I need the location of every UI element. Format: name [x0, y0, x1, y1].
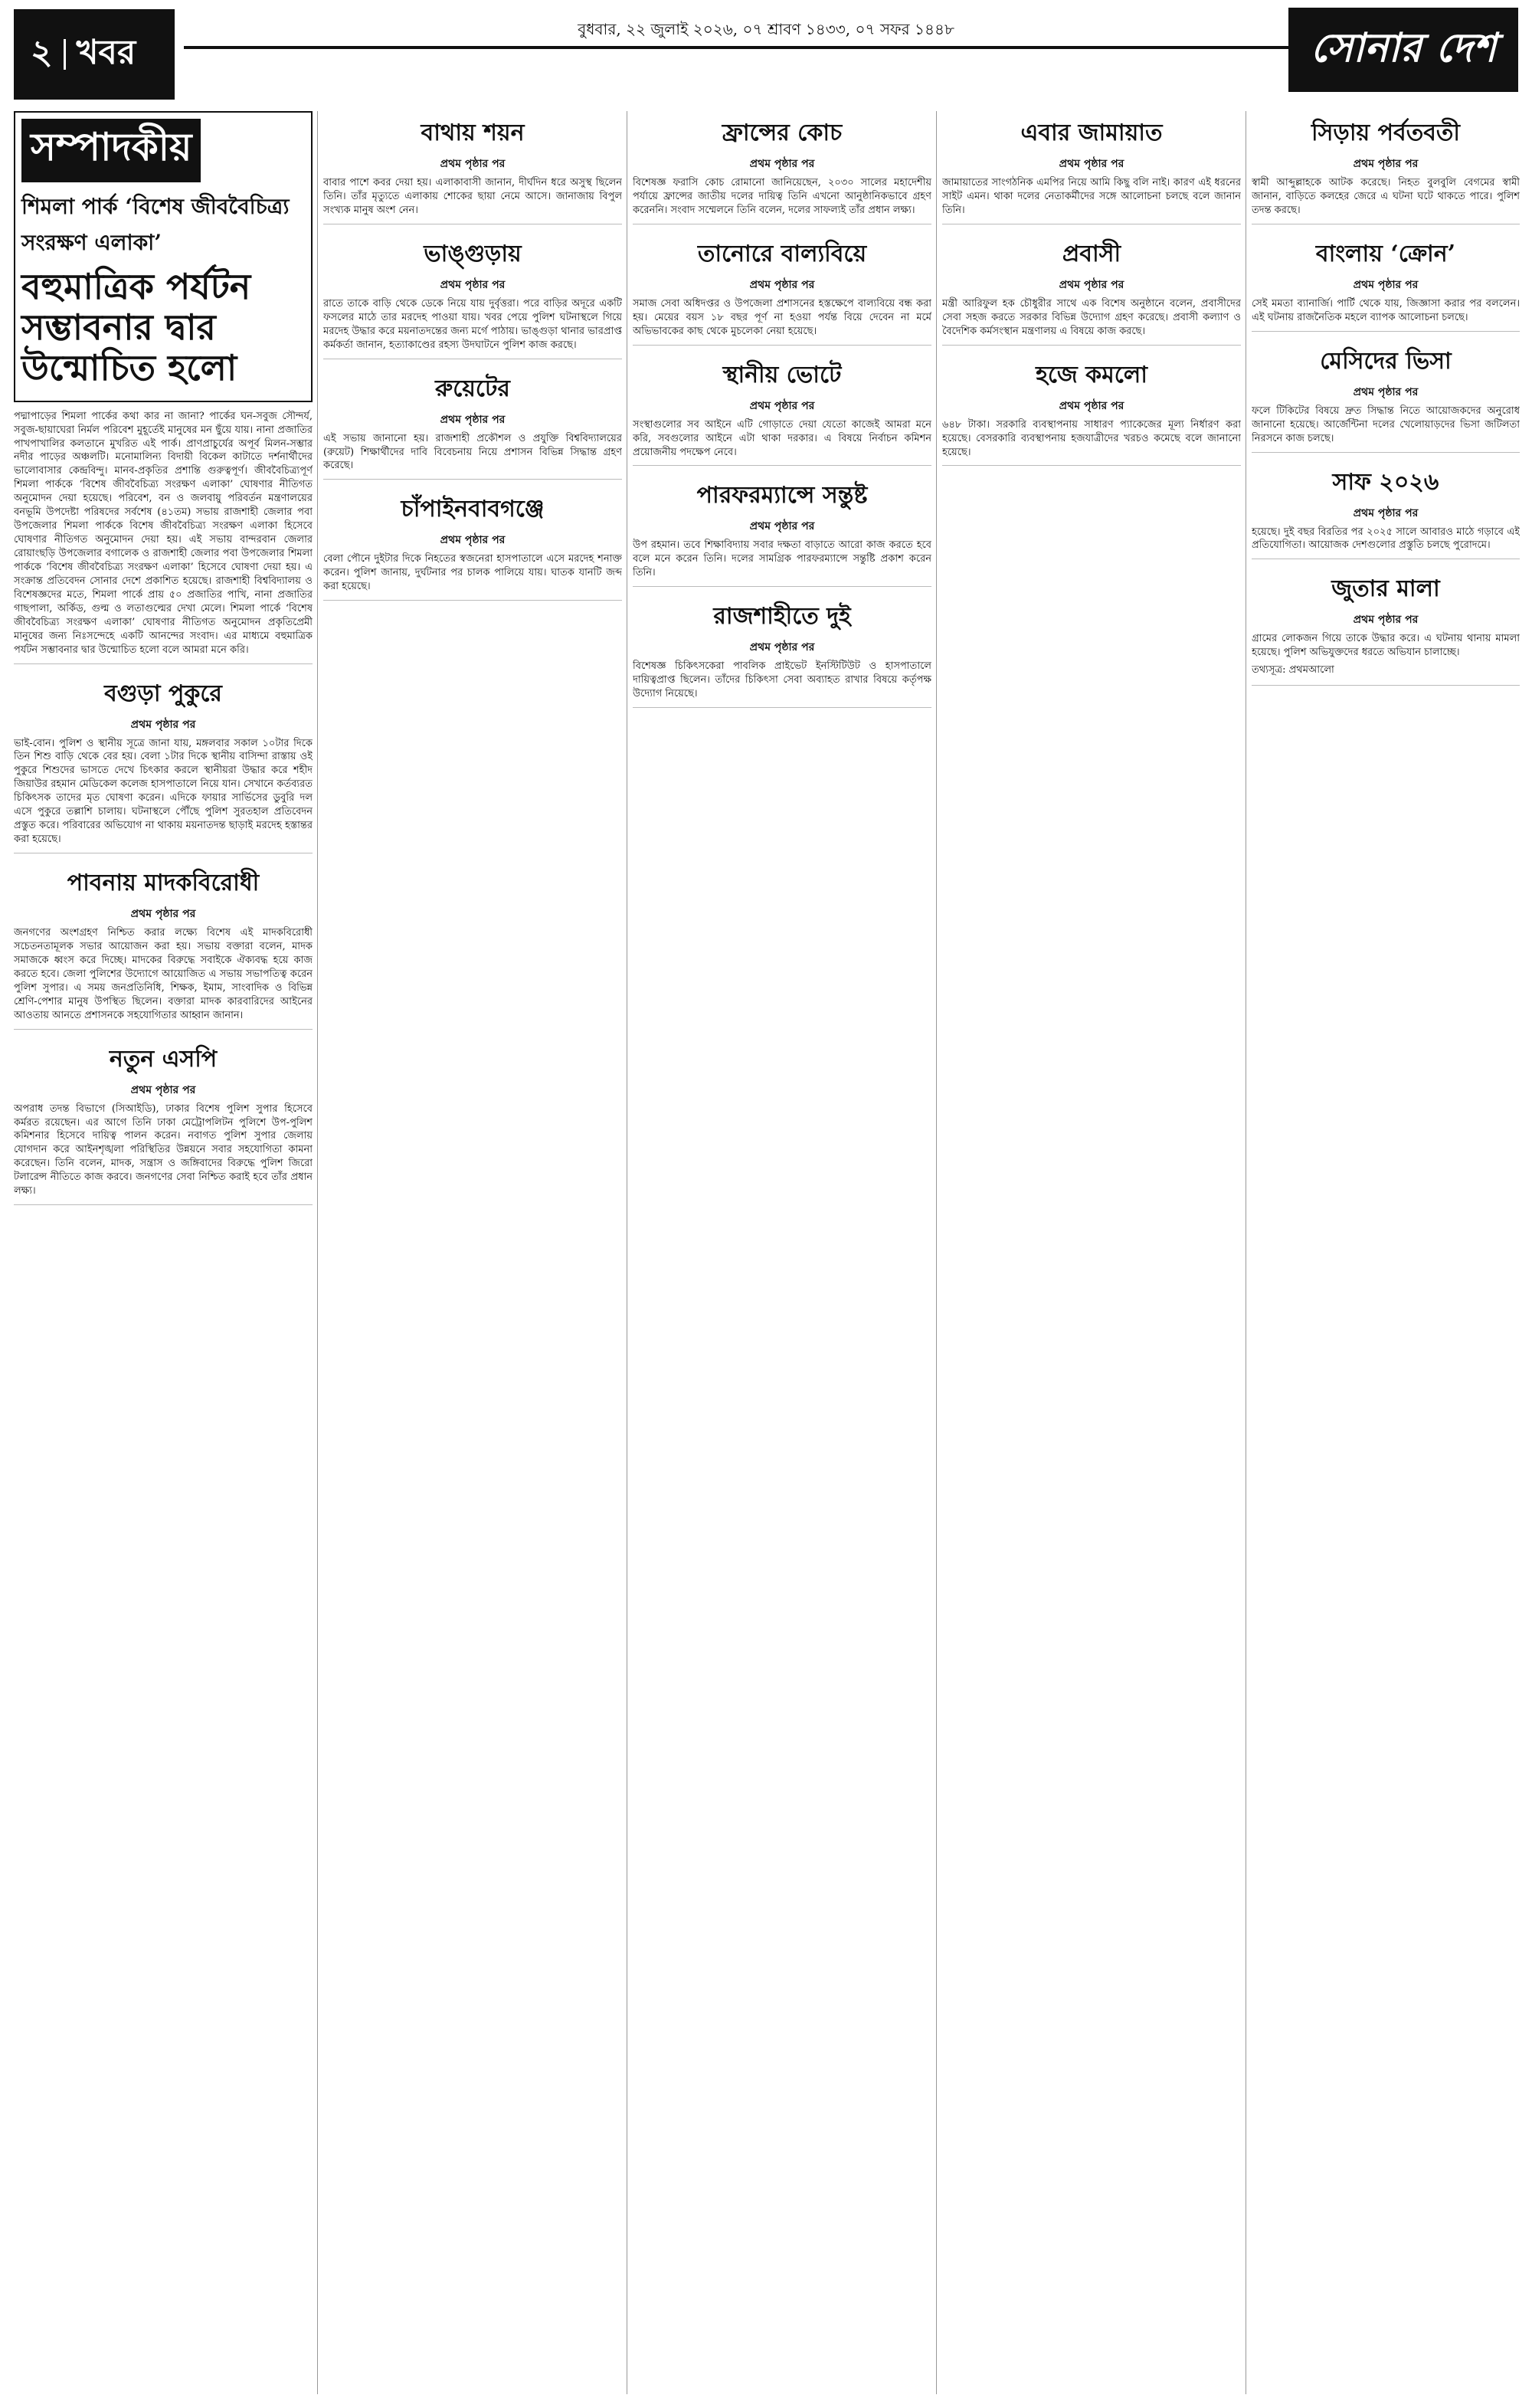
article — [633, 598, 931, 708]
continued-label: প্রথম পৃষ্ঠার পর — [440, 413, 506, 426]
continued-label: প্রথম পৃষ্ঠার পর — [749, 520, 815, 533]
article-body: উপ রহমান। তবে শিক্ষাবিদ্যায় সবার দক্ষতা বাড়াতে আরো কাজ করতে হবে বলে মনে করেন তিনি। দলের সামগ্রিক পারফরম্যান্সে সন্তুষ্টি প্রকাশ করেন তিনি। — [633, 539, 931, 579]
continued-label: প্রথম পৃষ্ঠার পর — [440, 534, 506, 547]
article-body: বিশেষজ্ঞ চিকিৎসকেরা পাবলিক প্রাইভেট ইনস্টিটিউট ও হাসপাতালে দায়িত্বপ্রাপ্ত ছিলেন। তাঁদের চিকিৎসা সেবা অব্যাহত রাখার বিষয়ে কর্তৃপক্ষ উদ্যোগ নিয়েছে। — [633, 660, 931, 700]
article — [14, 864, 313, 1030]
article — [1252, 570, 1520, 686]
article-title: বাথায় শয়ন — [421, 120, 525, 146]
article-body: হয়েছে। দুই বছর বিরতির পর ২০২৫ সালে আবারও মাঠে গড়াবে এই প্রতিযোগিতা। আয়োজক দেশগুলোর প্রস্তুতি চলছে পুরোদমে। — [1252, 526, 1520, 552]
article — [942, 114, 1241, 224]
article-title: চাঁপাইনবাবগঞ্জে — [401, 496, 545, 523]
article-title: প্রবাসী — [1062, 240, 1121, 267]
continued-label: প্রথম পৃষ্ঠার পর — [130, 908, 196, 921]
article-title: ভাঙ্গুড়ায় — [424, 240, 522, 267]
page-number: ২ — [31, 32, 53, 72]
article-title: বাংলায় ‘ক্রোন’ — [1315, 240, 1456, 267]
editorial-body: পদ্মাপাড়ের শিমলা পার্কের কথা কার না জানা? পার্কের ঘন-সবুজ সৌন্দর্য, সবুজ-ছায়াঘেরা নির্মল পরিবেশ মুহূর্তেই মানুষের মন ছুঁয়ে যায়। নানা প্রজাতির পাখপাখালির কলতানে মুখরিত এই পার্ক। প্রাণপ্রাচুর্যের অপূর্ব মিলন-সম্ভার নদীর পাড়ের অঞ্চলটি। মনোমালিন্য বিদায়ী বিকেল কাটাতে দর্শনার্থীদের ভালোবাসার কেন্দ্রবিন্দু। মানব-প্রকৃতির প্রশান্তি গুরুত্বপূর্ণ। জীববৈচিত্র্যপূর্ণ শিমলা পার্ককে ‘বিশেষ জীববৈচিত্র্য সংরক্ষণ এলাকা’ ঘোষণার নীতিগত অনুমোদন দেয়া হয়েছে। পরিবেশ, বন ও জলবায়ু পরিবর্তন মন্ত্রণালয়ের বনভূমি উপদেষ্টা পরিষদের সর্বশেষ (৪১তম) সভায় রাজশাহী জেলার পবা উপজেলার শিমলা পার্ককে বিশেষ জীববৈচিত্র্য সংরক্ষণ এলাকা হিসেবে ঘোষণার নীতিগত অনুমোদন দেয়া হয়। এই সভায় বান্দরবান জেলার রোয়াংছড়ি উপজেলার বগালেক ও রাজশাহী জেলার পবা উপজেলার শিমলা পার্ককে ‘বিশেষ জীববৈচিত্র্য সংরক্ষণ এলাকা’ হিসেবে ঘোষণা দেয়া হয়। এ সংক্রান্ত প্রতিবেদন সোনার দেশে প্রকাশিত হয়েছে। রাজশাহী বিশ্ববিদ্যালয় ও বিশেষজ্ঞদের মতে, শিমলা পার্কে প্রায় ৫০ প্রজাতির পাখি, নানা প্রজাতির গাছপালা, অর্কিড, গুল্ম ও লতাগুল্মের দেখা মেলে। শিমলা পার্কে ‘বিশেষ জীববৈচিত্র্য সংরক্ষণ এলাকা’ ঘোষণার নীতিগত অনুমোদন প্রকৃতিপ্রেমী মানুষের জন্য নিঃসন্দেহে একটি আনন্দের সংবাদ। এর মাধ্যমে বহুমাত্রিক পর্যটন সম্ভাবনার দ্বার উন্মোচিত হলো বলে আমরা মনে করি। — [14, 410, 313, 656]
article-title: পারফরম্যান্সে সন্তুষ্ট — [696, 482, 868, 509]
article-body: অপরাধ তদন্ত বিভাগে (সিআইডি), ঢাকার বিশেষ পুলিশ সুপার হিসেবে কর্মরত রয়েছেন। এর আগে তিনি ঢাকা মেট্রোপলিটন পুলিশে উপ-পুলিশ কমিশনার হিসেবে দায়িত্ব পালন করেন। নবাগত পুলিশ সুপার জেলায় যোগদান করে আইনশৃঙ্খলা পরিস্থিতির উন্নয়নে সবার সহযোগিতা কামনা করেছেন। তিনি বলেন, মাদক, সন্ত্রাস ও জঙ্গিবাদের বিরুদ্ধে পুলিশ জিরো টলারেন্স নীতিতে কাজ করবে। জনগণের সেবা নিশ্চিত করাই হবে তাঁর প্রধান লক্ষ্য। — [14, 1102, 313, 1197]
article — [323, 370, 622, 480]
article — [1252, 342, 1520, 453]
continued-label: প্রথম পৃষ্ঠার পর — [749, 158, 815, 170]
article-body: বাবার পাশে কবর দেয়া হয়। এলাকাবাসী জানান, দীর্ঘদিন ধরে অসুস্থ ছিলেন তিনি। তাঁর মৃত্যুতে এলাকায় শোকের ছায়া নেমে আসে। জানাজায় বিপুল সংখ্যক মানুষ অংশ নেন। — [323, 177, 622, 216]
editorial-box — [14, 111, 313, 402]
section-name: খবর — [76, 32, 136, 72]
continued-label: প্রথম পৃষ্ঠার পর — [1353, 385, 1419, 398]
article-body: এই সভায় জানানো হয়। রাজশাহী প্রকৌশল ও প্রযুক্তি বিশ্ববিদ্যালয়ের (রুয়েট) শিক্ষার্থীদের দাবি বিবেচনায় নিয়ে প্রশাসন বিভিন্ন সিদ্ধান্ত গ্রহণ করেছে। — [323, 432, 622, 472]
article-body: ভাই-বোন। পুলিশ ও স্থানীয় সূত্রে জানা যায়, মঙ্গলবার সকাল ১০টার দিকে তিন শিশু বাড়ি থেকে বের হয়। বেলা ১টার দিকে স্থানীয় বাসিন্দা রাস্তায় ওই পুকুরে শিশুদের ভাসতে দেখে চিৎকার করলে স্থানীয়রা উদ্ধার করে শহীদ জিয়াউর রহমান মেডিকেল কলেজ হাসপাতালে নিয়ে যান। সেখানে কর্তব্যরত চিকিৎসক তাদের মৃত ঘোষণা করেন। এদিকে ফায়ার সার্ভিসের ডুবুরি দল এসে পুকুরে তল্লাশি চালায়। ঘটনাস্থলে পৌঁছে পুলিশ সুরতহাল প্রতিবেদন প্রস্তুত করে। পরিবারের অভিযোগ না থাকায় ময়নাতদন্ত ছাড়াই মরদেহ হস্তান্তর করা হয়েছে। — [14, 737, 313, 846]
article — [942, 235, 1241, 346]
article-title: জুতার মালা — [1331, 575, 1440, 603]
article-title: সিড়ায় পর্বতবতী — [1311, 120, 1460, 146]
article-credit: তথ্যসূত্র: প্রথমআলো — [1252, 664, 1334, 677]
column-2 — [323, 111, 622, 2402]
article-title: সাফ ২০২৬ — [1332, 468, 1439, 496]
article — [942, 356, 1241, 467]
article-body: সমাজ সেবা অধিদপ্তর ও উপজেলা প্রশাসনের হস্তক্ষেপে বাল্যবিয়ে বন্ধ করা হয়। মেয়ের বয়স ১৮ বছর পূর্ণ না হওয়া পর্যন্ত বিয়ে দেবেন না মর্মে অভিভাবকের কাছ থেকে মুচলেকা নেয়া হয়েছে। — [633, 297, 931, 337]
continued-label: প্রথম পৃষ্ঠার পর — [749, 278, 815, 291]
article-body: স্বামী আব্দুল্লাহকে আটক করেছে। নিহত বুলবুলি বেগমের স্বামী জানান, বাড়িতে কলহের জেরে এ ঘটনা ঘটে থাকতে পারে। পুলিশ তদন্ত করছে। — [1252, 177, 1520, 216]
newspaper-logo: সোনার দেশ — [1288, 8, 1518, 92]
article-title: মেসিদের ভিসা — [1320, 347, 1452, 375]
article-title: নতুন এসপি — [109, 1045, 218, 1073]
article-body: বেলা পৌনে দুইটার দিকে নিহতের স্বজনেরা হাসপাতালে এসে মরদেহ শনাক্ত করেন। পুলিশ জানায়, দুর্ঘটনার পর চালক পালিয়ে যায়। ঘাতক যানটি জব্দ করা হয়েছে। — [323, 553, 622, 593]
article-body: সেই মমতা ব্যানার্জি। পার্টি থেকে যায়, জিজ্ঞাসা করার পর বললেন। এই ঘটনায় রাজনৈতিক মহলে ব্যাপক আলোচনা চলছে। — [1252, 297, 1520, 323]
article-title: স্থানীয় ভোটে — [722, 361, 842, 388]
article — [323, 114, 622, 224]
continued-label: প্রথম পৃষ্ঠার পর — [1059, 158, 1124, 170]
separator — [64, 39, 66, 70]
article-body: বিশেষজ্ঞ ফরাসি কোচ রোমানো জানিয়েছেন, ২০৩০ সালের মহাদেশীয় পর্যায়ে ফ্রান্সের জাতীয় দলের দায়িত্ব তিনি এখনো আনুষ্ঠানিকভাবে গ্রহণ করেননি। সংবাদ সম্মেলনে তিনি বলেন, দলের সাফল্যই তাঁর প্রধান লক্ষ্য। — [633, 177, 931, 216]
editorial-subhead: শিমলা পার্ক ‘বিশেষ জীববৈচিত্র্য সংরক্ষণ এলাকা’ — [21, 194, 290, 255]
article — [1252, 114, 1520, 224]
article-body: জামায়াতের সাংগঠনিক এমপির নিয়ে আমি কিছু বলি নাই। কারণ এই ধরনের সাইট এমন। থাকা দলের নেতাকর্মীদের সঙ্গে আলোচনা চলছে বলে জানান তিনি। — [942, 177, 1241, 216]
article-body: রাতে তাকে বাড়ি থেকে ডেকে নিয়ে যায় দুর্বৃত্তরা। পরে বাড়ির অদূরে একটি ফসলের মাঠে তার মরদেহ পাওয়া যায়। খবর পেয়ে পুলিশ ঘটনাস্থলে গিয়ে মরদেহ উদ্ধার করে ময়নাতদন্তের জন্য মর্গে পাঠায়। ভাঙ্গুড়া থানার ভারপ্রাপ্ত কর্মকর্তা জানান, হত্যাকাণ্ডের রহস্য উদঘাটনে পুলিশ কাজ করছে। — [323, 297, 622, 351]
article-body: গ্রামের লোকজন গিয়ে তাকে উদ্ধার করে। এ ঘটনায় থানায় মামলা হয়েছে। পুলিশ অভিযুক্তদের ধরতে অভিযান চালাচ্ছে। — [1252, 633, 1520, 659]
editorial-headline: বহুমাত্রিক পর্যটন সম্ভাবনার দ্বার উন্মোচিত হলো — [21, 266, 251, 388]
article-title: রাজশাহীতে দুই — [713, 603, 851, 631]
article-body: সংস্থাগুলোর সব আইনে এটি গোড়াতে দেয়া যেতো কাজেই আমরা মনে করি, সবগুলোর আইনে এটা থাকা দরকার। এ বিষয়ে নির্বাচন কমিশন প্রয়োজনীয় পদক্ষেপ নেবে। — [633, 418, 931, 458]
page-section-label — [14, 9, 175, 100]
column-5 — [1252, 111, 1520, 2402]
article-body: ৬৪৮ টাকা। সরকারি ব্যবস্থাপনায় সাধারণ প্যাকেজের মূল্য নির্ধারণ করা হয়েছে। বেসরকারি ব্যবস্থাপনায় হজযাত্রীদের খরচও কমেছে বলে জানানো হয়েছে। — [942, 418, 1241, 458]
continued-label: প্রথম পৃষ্ঠার পর — [1353, 278, 1419, 291]
article-title: ফ্রান্সের কোচ — [722, 120, 843, 146]
article-title: পাবনায় মাদকবিরোধী — [67, 870, 260, 897]
article-body: মন্ত্রী আরিফুল হক চৌধুরীর সাথে এক বিশেষ অনুষ্ঠানে বলেন, প্রবাসীদের সেবা সহজ করতে সরকার বিভিন্ন উদ্যোগ গ্রহণ করেছে। প্রবাসী কল্যাণ ও বৈদেশিক কর্মসংস্থান মন্ত্রণালয় এ বিষয়ে কাজ করছে। — [942, 297, 1241, 337]
continued-label: প্রথম পৃষ্ঠার পর — [1353, 158, 1419, 170]
article — [1252, 235, 1520, 332]
editorial-body-block — [14, 410, 313, 664]
continued-label: প্রথম পৃষ্ঠার পর — [1353, 506, 1419, 519]
article-body: জনগণের অংশগ্রহণ নিশ্চিত করার লক্ষ্যে বিশেষ এই মাদকবিরোধী সচেতনতামূলক সভার আয়োজন করা হয়। সভায় বক্তারা বলেন, মাদক সমাজকে ধ্বংস করে দিচ্ছে। মাদকের বিরুদ্ধে সবাইকে ঐক্যবদ্ধ হয়ে কাজ করতে হবে। জেলা পুলিশের উদ্যোগে আয়োজিত এ সভায় সভাপতিত্ব করেন পুলিশ সুপার। এ সময় জনপ্রতিনিধি, শিক্ষক, ইমাম, সাংবাদিক ও বিভিন্ন শ্রেণি-পেশার মানুষ উপস্থিত ছিলেন। বক্তারা মাদক কারবারিদের আইনের আওতায় আনতে প্রশাসনকে সহযোগিতার আহ্বান জানান। — [14, 927, 313, 1021]
article-body: ফলে টিকিটের বিষয়ে দ্রুত সিদ্ধান্ত নিতে আয়োজকদের অনুরোধ জানানো হয়েছে। আর্জেন্টিনা দলের খেলোয়াড়দের ভিসা জটিলতা নিরসনে কাজ চলছে। — [1252, 405, 1520, 444]
article — [633, 477, 931, 587]
continued-label: প্রথম পৃষ্ঠার পর — [130, 718, 196, 731]
column-divider — [936, 111, 937, 2394]
masthead-rule — [184, 46, 1348, 49]
article-title: বগুড়া পুকুরে — [104, 680, 222, 707]
article — [14, 1040, 313, 1206]
continued-label: প্রথম পৃষ্ঠার পর — [1353, 614, 1419, 627]
article-title: রুয়েটের — [435, 375, 510, 402]
article-title: তানোরে বাল্যবিয়ে — [697, 240, 867, 267]
article — [633, 356, 931, 467]
continued-label: প্রথম পৃষ্ঠার পর — [130, 1083, 196, 1096]
article — [633, 235, 931, 346]
column-4 — [942, 111, 1241, 2402]
article — [323, 490, 622, 601]
column-1 — [14, 111, 313, 2402]
article — [323, 235, 622, 359]
dateline: বুধবার, ২২ জুলাই ২০২৬, ০৭ শ্রাবণ ১৪৩৩, ০৭ সফর ১৪৪৮ — [578, 20, 954, 38]
article — [14, 675, 313, 854]
continued-label: প্রথম পৃষ্ঠার পর — [440, 278, 506, 291]
article — [633, 114, 931, 224]
column-3 — [633, 111, 931, 2402]
continued-label: প্রথম পৃষ্ঠার পর — [749, 399, 815, 412]
masthead — [0, 0, 1532, 100]
article-title: হজে কমলো — [1036, 361, 1147, 388]
continued-label: প্রথম পৃষ্ঠার পর — [749, 641, 815, 654]
column-divider — [317, 111, 318, 2394]
continued-label: প্রথম পৃষ্ঠার পর — [1059, 399, 1124, 412]
article-title: এবার জামায়াত — [1020, 120, 1163, 146]
continued-label: প্রথম পৃষ্ঠার পর — [1059, 278, 1124, 291]
editorial-label: সম্পাদকীয় — [21, 119, 201, 182]
article — [1252, 464, 1520, 560]
continued-label: প্রথম পৃষ্ঠার পর — [440, 158, 506, 170]
